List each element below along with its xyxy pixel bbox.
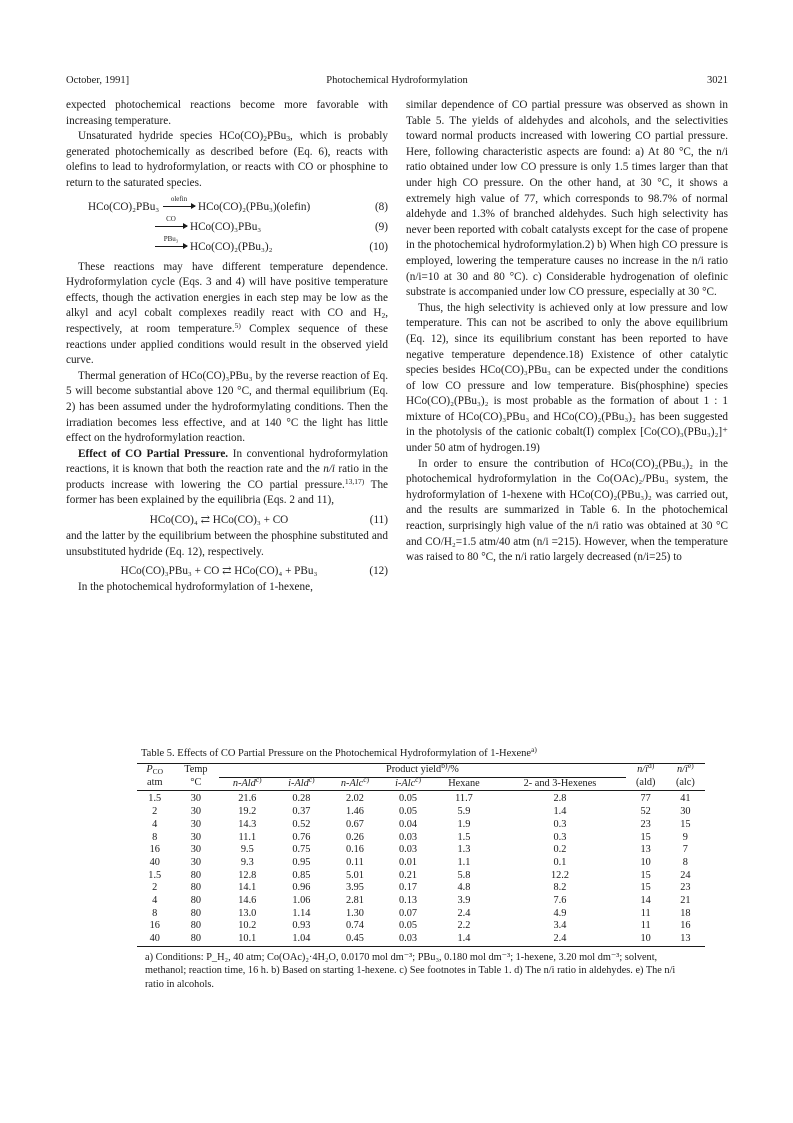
page-number: 3021 <box>707 75 728 86</box>
table-cell: 0.74 <box>345 920 364 932</box>
table-cell: 0.76 <box>292 831 311 843</box>
table-cell: 3.4 <box>553 920 567 932</box>
table-cell: 80 <box>172 933 219 946</box>
table-cell: 7 <box>682 844 688 856</box>
table-cell: 0.45 <box>327 933 382 946</box>
table-cell: 0.26 <box>345 831 364 843</box>
table-row <box>137 908 705 921</box>
table-row <box>137 844 705 857</box>
table-cell: 77 <box>640 793 651 805</box>
table-cell: 11.1 <box>238 831 257 843</box>
table-cell: 12.2 <box>550 869 569 881</box>
table-cell: 5.8 <box>457 869 471 881</box>
table-caption: Table 5. Effects of CO Partial Pressure on the Photochemical Hydroformylation of 1-Hexene$^{a)}$ <box>141 745 537 759</box>
table-cell: 30 <box>190 856 202 868</box>
header-date: October, 1991] <box>66 75 130 86</box>
table-cell: 24 <box>680 869 691 881</box>
table-row <box>137 832 705 845</box>
table-cell: 10 <box>626 933 666 946</box>
table-cell: 52 <box>640 806 651 818</box>
table-cell: 0.03 <box>382 933 433 946</box>
header-ni-alc: $n/i^{e)}$ <box>666 764 705 778</box>
table-cell: 0.01 <box>399 856 418 868</box>
table-cell: 30 <box>190 844 202 856</box>
table-cell: 10 <box>640 856 651 868</box>
table-cell: 13.0 <box>238 907 257 919</box>
equation-11: HCo(CO)₄ ⇄ HCo(CO)₃ + CO (11) <box>149 514 388 527</box>
table-cell: 2.8 <box>553 793 567 805</box>
table-cell: 41 <box>680 793 691 805</box>
table-cell: 1.14 <box>292 907 311 919</box>
table-cell: 21 <box>680 895 691 907</box>
table-cell: 0.3 <box>553 818 567 830</box>
table-cell: 10.2 <box>238 920 257 932</box>
table-cell: 2 <box>152 882 158 894</box>
header-pco: $P_{CO}$ <box>137 764 172 778</box>
paragraph: expected photochemical reactions become more favorable with increasing temperature. <box>66 99 388 127</box>
table-cell: 2.02 <box>345 793 364 805</box>
header-temp: Temp <box>172 764 219 778</box>
right-column <box>406 98 728 566</box>
table-cell: 0.21 <box>399 869 418 881</box>
header-title: Photochemical Hydroformylation <box>326 75 468 86</box>
table-cell: 11 <box>640 920 651 932</box>
table-cell: 0.75 <box>292 844 311 856</box>
table-cell: 11.7 <box>455 793 473 805</box>
table-cell: 0.03 <box>399 844 418 856</box>
table-cell: 0.95 <box>292 856 311 868</box>
table-cell: 8.2 <box>553 882 567 894</box>
paragraph: Thermal generation of HCo(CO)₃PBu₃ by the reverse reaction of Eq. 5 will become substantial above 120 °C, and thermal equilibrium (Eq. 2) has been assumed under the hydroformylating conditions. Then the irradiation becomes less effective, and at 140 °C the light has little effect on the hydroformylation reaction. <box>66 369 388 445</box>
table-cell: 80 <box>190 920 202 932</box>
table-row <box>137 857 705 870</box>
table-cell: 9 <box>682 831 688 843</box>
table-cell: 2 <box>152 806 158 818</box>
table-cell: 0.93 <box>292 920 311 932</box>
table-footnotes: a) Conditions: P_H₂, 40 atm; Co(OAc)₂·4H₂O, 0.0170 mol dm⁻³; PBu₃, 0.180 mol dm⁻³; 1-hexene, 3.20 mol dm⁻³; solvent, methanol; reaction time, 16 h. b) Based on starting 1-hexene. c) See footnotes in Table 1. d) The n/i ratio in aldehydes. e) The n/i ratio in alcohols. <box>145 951 676 990</box>
table-cell: 1.5 <box>148 793 162 805</box>
table-cell: 5.01 <box>345 869 364 881</box>
table-cell: 14.3 <box>238 818 257 830</box>
table-row <box>137 920 705 933</box>
table-cell: 18 <box>680 907 691 919</box>
table-cell: 1.3 <box>457 844 471 856</box>
table-cell: 80 <box>190 895 202 907</box>
table-row <box>137 895 705 908</box>
table-row <box>137 806 705 819</box>
table-cell: 40 <box>149 856 160 868</box>
table-cell: 15 <box>640 831 651 843</box>
header-product-yield: Product yield$^{b)}$/% <box>219 764 625 778</box>
table-cell: 16 <box>149 920 160 932</box>
table-cell: 11 <box>640 907 651 919</box>
table-cell: 0.52 <box>292 818 311 830</box>
table-cell: 0.37 <box>292 806 311 818</box>
table-cell: 12.8 <box>238 869 257 881</box>
table-row <box>137 870 705 883</box>
table-cell: 10.1 <box>219 933 275 946</box>
table-cell: 0.05 <box>399 806 418 818</box>
section-heading: Effect of CO Partial Pressure. <box>78 447 229 460</box>
table-cell: 1.30 <box>345 907 364 919</box>
equation-9: CO HCo(CO)₃PBu₃ (9) <box>66 216 388 236</box>
table-cell: 19.2 <box>238 806 257 818</box>
table-cell: 9.5 <box>240 844 254 856</box>
table-row <box>137 933 705 946</box>
paragraph: Thus, the high selectivity is achieved only at low pressure and low temperature. This can not be ascribed to only the above equilibrium (Eq. 12), since its equilibrium constant has been reported to have negative temperature dependence.18) Existence of other catalytic species besides HCo(CO)₃PBu₃ can be expected under the conditions of low CO pressure and low temperature. Bis(phosphine) species HCo(CO)₂(PBu₃)₂ is most probable as the formation of about 1 : 1 mixture of HCo(CO)₃PBu₃ and HCo(CO)₂(PBu₃)₂ has been suggested in the photolysis of the cationic cobalt(I) complex [Co(CO)₃(PBu₃)₂]⁺ under 50 atm of hydrogen.19) <box>406 301 728 455</box>
table-cell: 0.05 <box>399 920 418 932</box>
table-row <box>137 791 705 806</box>
table-cell: 7.6 <box>553 895 567 907</box>
table-row <box>137 882 705 895</box>
table-cell: 9.3 <box>240 856 254 868</box>
table-cell: 80 <box>190 882 202 894</box>
table-cell: 0.28 <box>292 793 311 805</box>
table-cell: 30 <box>190 806 202 818</box>
running-header <box>66 75 728 89</box>
table-cell: 40 <box>137 933 172 946</box>
table-cell: 30 <box>190 831 202 843</box>
table-cell: 0.13 <box>399 895 418 907</box>
table-body <box>137 791 705 946</box>
table-cell: 2.4 <box>457 907 471 919</box>
table-cell: 30 <box>190 793 202 805</box>
table-cell: 1.06 <box>292 895 311 907</box>
left-column <box>66 98 388 596</box>
table-cell: 0.17 <box>399 882 418 894</box>
table-cell: 21.6 <box>238 793 257 805</box>
table-cell: 30 <box>680 806 691 818</box>
data-table: $P_{CO}$ Temp Product yield$^{b)}$/% $n/i^{d)}$ $n/i^{e)}$ atm °C n-Ald$^{c)}$ i-Ald$^{c)}$ n-Alc$^{c)}$ i-Alc$^{c)}$ Hexane 2- and 3-Hexenes (ald) (alc) 1.5 30 21.6 0.28 2.02 0.05 11.7 2.8 77 41 2 30 19.2 0.37 1.46 0.05 5.9 1.4 52 30 4 30 14.3 0.52 0.67 0.04 1.9 0.3 23 15 8 30 11.1 0.76 0.26 0.03 1.5 0.3 15 9 16 30 9.5 0.75 0.16 0.03 1.3 0.2 13 7 40 30 9.3 0.95 0.11 0.01 1.1 0.1 10 8 1.5 80 12.8 0.85 5.01 0.21 5.8 12.2 15 24 2 80 14.1 0.96 3.95 0.17 4.8 8.2 15 23 4 80 14.6 1.06 2.81 0.13 3.9 7.6 14 21 8 80 13.0 1.14 1.30 0.07 2.4 4.9 11 18 16 80 10.2 0.93 0.74 0.05 2.2 3.4 11 16 40 80 10.1 1.04 0.45 0.03 1.4 2.4 10 13 <box>137 763 705 947</box>
paragraph: In order to ensure the contribution of HCo(CO)₂(PBu₃)₂ in the photochemical hydroformylation in the Co(OAc)₂/PBu₃ system, the hydroformylation of 1-hexene with HCo(CO)₂(PBu₃)₂ was carried out, and the results are summarized in Table 6. In the photochemical reaction, surprisingly high value of the n/i ratio was obtained at 30 °C and CO/H₂=1.5 atm/40 atm (n/i =215). However, when the temperature was raised to 80 °C, the n/i ratio largely decreased (n/i=25) to <box>406 457 728 564</box>
table-cell: 15 <box>680 818 691 830</box>
equation-10: PBu₃ HCo(CO)₂(PBu₃)₂ (10) <box>66 236 388 256</box>
table-cell: 0.85 <box>292 869 311 881</box>
table-cell: 4 <box>152 895 158 907</box>
paragraph: In the photochemical hydroformylation of 1-hexene, <box>78 581 313 594</box>
table-cell: 4.9 <box>553 907 567 919</box>
table-cell: 23 <box>640 818 651 830</box>
table-cell: 1.5 <box>148 869 162 881</box>
table-cell: 16 <box>149 844 160 856</box>
table-cell: 1.4 <box>553 806 567 818</box>
table-cell: 4.8 <box>457 882 471 894</box>
paragraph: and the latter by the equilibrium between the phosphine substituted and unsubstituted hydride (Eq. 12), respectively. <box>66 530 388 558</box>
table-cell: 0.11 <box>346 856 364 868</box>
paragraph: Unsaturated hydride species $HCo(CO)_2PBu_3$, which is probably generated photochemically as described before (Eq. 6), reacts with olefins to lead to hydroformylation, or reacts with CO or phosphine to return to the saturated species. <box>66 130 388 189</box>
table-cell: 1.04 <box>275 933 327 946</box>
table-cell: 13 <box>640 844 651 856</box>
table-cell: 2.4 <box>494 933 625 946</box>
table-cell: 0.05 <box>399 793 418 805</box>
paragraph: similar dependence of CO partial pressure was observed as shown in Table 5. The yields of aldehydes and alcohols, and the selectivities toward normal products increased with lowering CO partial pressure. Here, following characteristic aspects are found: a) At 80 °C, the n/i ratio obtained under low CO pressure is only 1.5 times larger than that under high CO pressure. On the other hand, at 30 °C, it shows a extremely high value of 77, which corresponds to 98.7% of normal aldehyde and 1.3% of branched aldehydes. Such high selectivity has never been reported with cobalt catalysts except for the case of propene in the photochemical hydroformylation.2) b) When high CO pressure is employed, lowering the temperature causes no increase in the n/i ratio (n/i=10 at 30 and 80 °C). c) Considerable hydrogenation of olefinic substrate is accompanied under low CO pressure, especially at 30 °C. <box>406 99 728 299</box>
table-cell: 0.2 <box>553 844 567 856</box>
table-cell: 2.81 <box>345 895 364 907</box>
table-cell: 0.1 <box>553 856 567 868</box>
table-cell: 1.9 <box>457 818 471 830</box>
table-cell: 1.1 <box>457 856 471 868</box>
table-5 <box>125 745 710 991</box>
equation-8: HCo(CO)₂PBu₃ olefin HCo(CO)₂(PBu₃)(olefin) (8) <box>88 194 388 213</box>
equation-12: HCo(CO)₃PBu₃ + CO ⇄ HCo(CO)₄ + PBu₃ (12) <box>120 565 388 578</box>
table-cell: 30 <box>190 818 202 830</box>
table-cell: 8 <box>682 856 688 868</box>
table-cell: 23 <box>680 882 691 894</box>
table-cell: 1.46 <box>345 806 364 818</box>
table-cell: 3.95 <box>345 882 364 894</box>
table-cell: 8 <box>152 831 158 843</box>
table-cell: 0.07 <box>399 907 418 919</box>
table-cell: 14 <box>640 895 651 907</box>
table-cell: 0.3 <box>553 831 567 843</box>
table-cell: 0.03 <box>399 831 418 843</box>
table-cell: 0.67 <box>345 818 364 830</box>
table-cell: 2.2 <box>457 920 471 932</box>
table-cell: 4 <box>152 818 158 830</box>
table-cell: 80 <box>190 907 202 919</box>
table-cell: 5.9 <box>457 806 471 818</box>
table-cell: 14.1 <box>238 882 257 894</box>
paragraph: Effect of CO Partial Pressure. In conventional hydroformylation reactions, it is known that both the reaction rate and the n/i ratio in the products increase with lowering the CO partial pressure.$^{13,17)}$ The former has been explained by the equilibria (Eqs. 2 and 11), <box>66 447 389 507</box>
table-cell: 0.16 <box>345 844 364 856</box>
table-cell: 15 <box>640 869 651 881</box>
table-cell: 1.5 <box>457 831 471 843</box>
table-cell: 3.9 <box>457 895 471 907</box>
table-cell: 16 <box>680 920 691 932</box>
table-cell: 0.04 <box>399 818 418 830</box>
table-cell: 15 <box>640 882 651 894</box>
table-cell: 0.96 <box>292 882 311 894</box>
header-ni-ald: $n/i^{d)}$ <box>626 764 666 778</box>
table-cell: 1.4 <box>434 933 495 946</box>
table-cell: 8 <box>152 907 158 919</box>
table-cell: 14.6 <box>238 895 257 907</box>
table-cell: 13 <box>666 933 705 946</box>
paragraph: These reactions may have different temperature dependence. Hydroformylation cycle (Eqs. 3 and 4) will have positive temperature effects, though the activation energies in each step may be low as the alkyl and acyl cobalt complexes readily react with CO and $H_2$, respectively, at room temperature.$^{5)}$ Complex sequence of these reactions under applied conditions would result in the observed yield curve. <box>66 260 388 367</box>
table-row <box>137 819 705 832</box>
table-cell: 80 <box>190 869 202 881</box>
